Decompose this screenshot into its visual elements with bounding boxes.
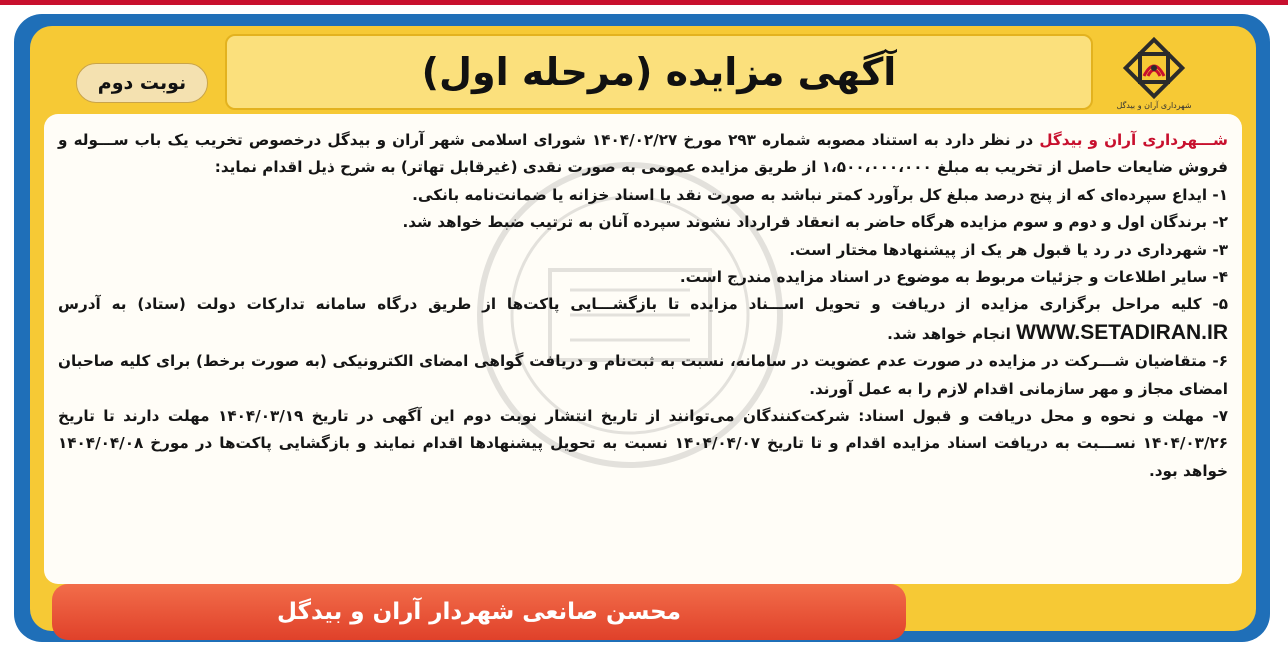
round-badge: نوبت دوم	[76, 63, 208, 103]
list-item-5	[58, 291, 1228, 348]
title-banner	[225, 34, 1093, 110]
top-color-strip	[0, 0, 1288, 12]
item5-text: ۵- کلیه مراحل برگزاری مزایده از دریافت و تحویل اســـناد مزایده تا بازگشـــایی پاکت‌ها از طریق درگاه سامانه تدارکات دولت (ستاد) به آدرس	[58, 295, 1228, 314]
signature-text: محسن صانعی شهردار آران و بیدگل	[277, 599, 681, 625]
logo-caption: شهرداری آران و بیدگل	[1116, 101, 1192, 110]
setad-website-link[interactable]: WWW.SETADIRAN.IR	[1016, 320, 1228, 344]
org-name: شـــهرداری آران و بیدگل	[1039, 131, 1228, 149]
signature-footer	[52, 584, 906, 640]
list-item-6: ۶- متقاضیان شـــرکت در مزایده در صورت عدم عضویت در سامانه، نسبت به ثبت‌نام و دریافت گواهی امضای الکترونیکی (به صورت برخط) برای کلیه صاحبان امضای مجاز و مهر سازمانی اقدام لازم را به عمل آورند.	[58, 352, 1228, 398]
emblem-icon	[1118, 36, 1190, 100]
intro-text: در نظر دارد به استناد مصوبه شماره ۲۹۳ مورخ ۱۴۰۴/۰۲/۲۷ شورای اسلامی شهر آران و بیدگل درخصوص تخریب یک باب ســـوله و فروش ضایعات حاصل از تخریب به مبلغ ۱،۵۰۰،۰۰۰،۰۰۰ از طریق مزایده عمومی به صورت نقدی (غیرقابل تهاتر) به شرح ذیل اقدام نماید:	[58, 131, 1228, 177]
municipality-logo	[1108, 36, 1200, 114]
notice-title: آگهی مزایده (مرحله اول)	[421, 50, 897, 94]
list-item-2: ۲- برندگان اول و دوم و سوم مزایده هرگاه حاضر به انعقاد قرارداد نشوند سپرده آنان به ترتیب ضبط خواهد شد.	[402, 213, 1228, 232]
list-item-4: ۴- سایر اطلاعات و جزئیات مربوط به موضوع در اسناد مزایده مندرج است.	[679, 268, 1228, 287]
list-item-7: ۷- مهلت و نحوه و محل دریافت و قبول اسناد: شرکت‌کنندگان می‌توانند از تاریخ انتشار نوبت دوم این آگهی در تاریخ ۱۴۰۴/۰۳/۱۹ مهلت دارند تا تاریخ ۱۴۰۴/۰۳/۲۶ نســـبت به دریافت اسناد مزایده اقدام و تا تاریخ ۱۴۰۴/۰۴/۰۷ نسبت به تحویل پیشنهادها اقدام نمایند و بازگشایی پاکت‌ها در مورخ ۱۴۰۴/۰۴/۰۸ خواهد بود.	[58, 407, 1228, 480]
intro-paragraph	[58, 127, 1228, 182]
list-item-3: ۳- شهرداری در رد یا قبول هر یک از پیشنهادها مختار است.	[789, 240, 1228, 259]
list-item-1: ۱- ایداع سپرده‌ای که از پنج درصد مبلغ کل برآورد کمتر نباشد به صورت نقد یا اسناد خزانه یا ضمانت‌نامه بانکی.	[412, 185, 1228, 204]
item5-tail: انجام خواهد شد.	[887, 324, 1017, 343]
notice-body	[58, 127, 1228, 567]
